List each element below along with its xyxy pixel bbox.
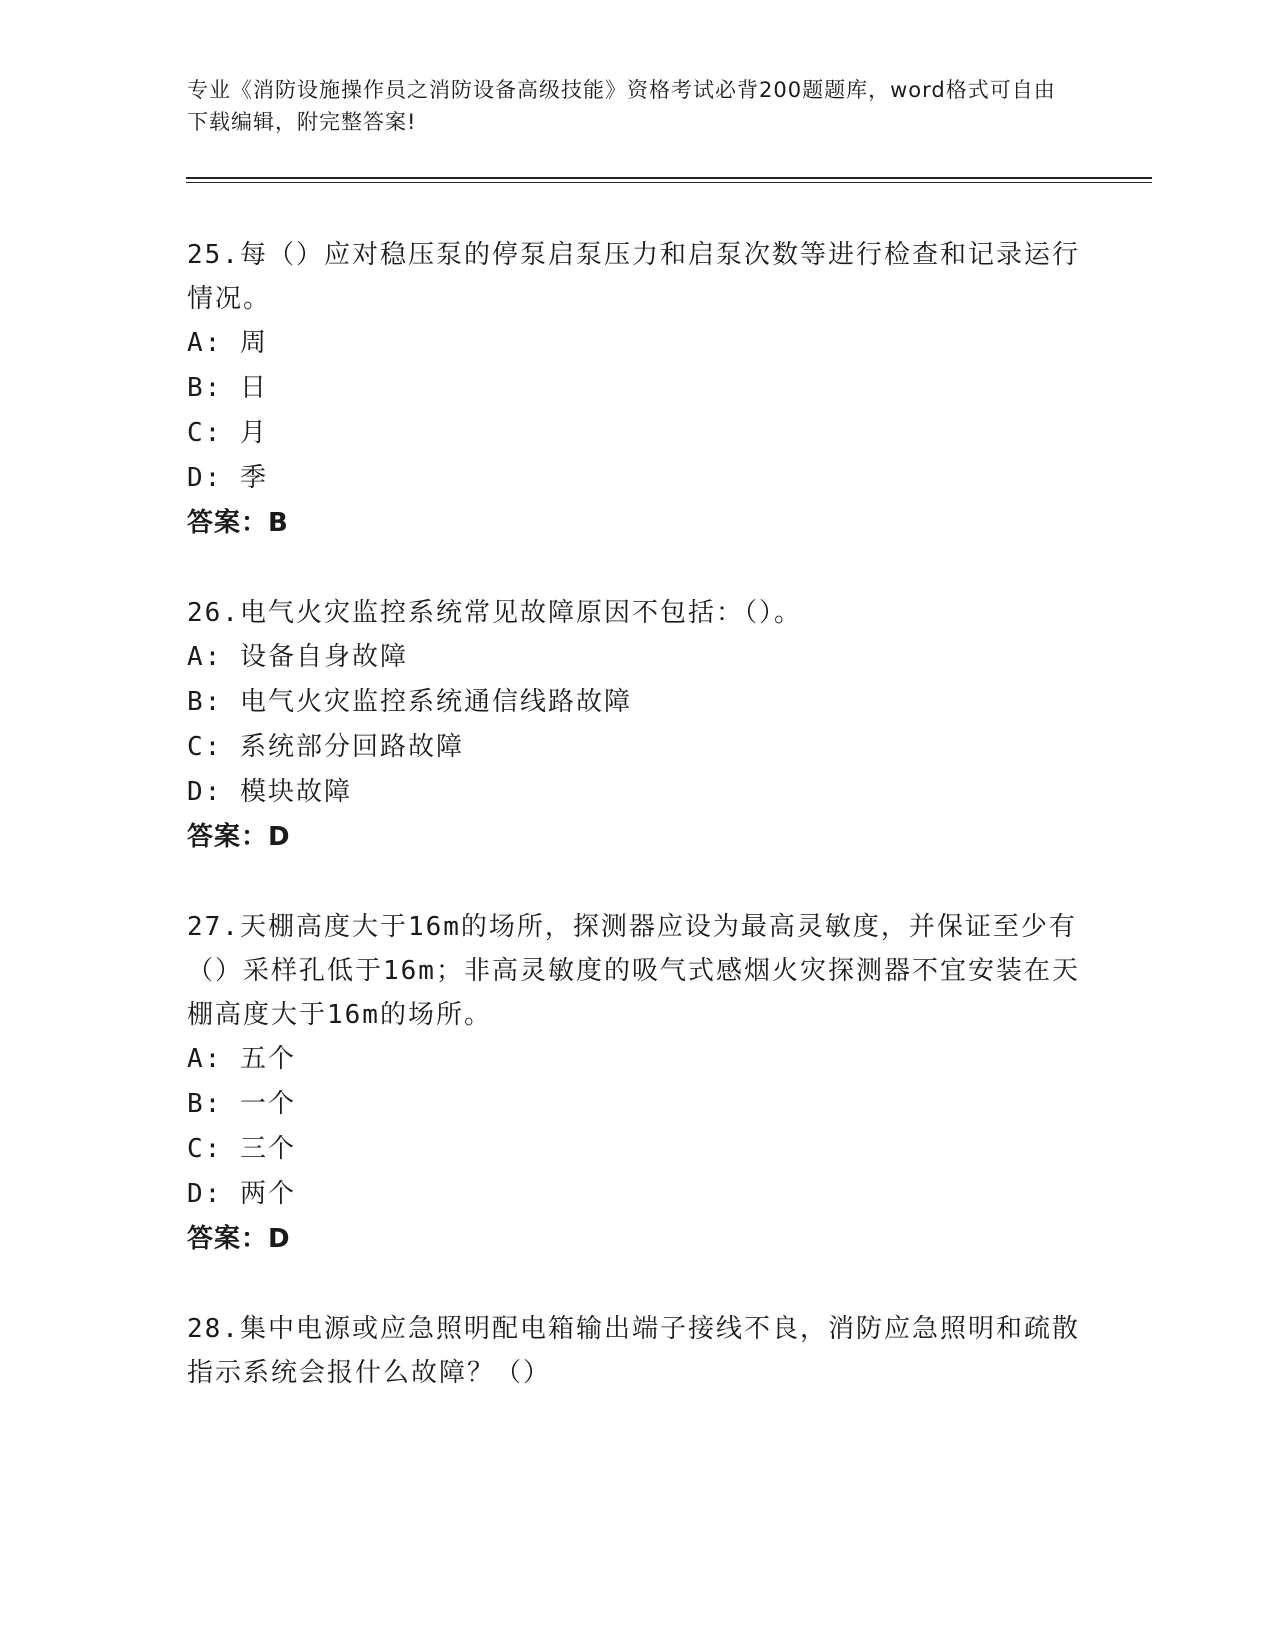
answer-label: 答案：D xyxy=(187,822,291,852)
header-divider-thick xyxy=(186,177,1152,179)
question-text: 26.电气火灾监控系统常见故障原因不包括：（）。 xyxy=(187,598,802,628)
option-a: A: 设备自身故障 xyxy=(187,642,408,672)
option-a: A: 五个 xyxy=(187,1044,296,1074)
option-b: B: 一个 xyxy=(187,1089,296,1119)
question-text: 28.集中电源或应急照明配电箱输出端子接线不良，消防应急照明和疏散指示系统会报什么故障？（） xyxy=(187,1314,1080,1388)
question-list xyxy=(187,233,1087,1395)
document-header: 专业《消防设施操作员之消防设备高级技能》资格考试必背200题题库，word格式可自由下载编辑，附完整答案! xyxy=(187,78,1056,134)
option-d: D: 季 xyxy=(187,463,268,493)
question-28 xyxy=(187,1307,1087,1395)
option-d: D: 模块故障 xyxy=(187,777,352,807)
option-b: B: 电气火灾监控系统通信线路故障 xyxy=(187,687,632,717)
answer-label: 答案：B xyxy=(187,508,289,538)
option-c: C: 三个 xyxy=(187,1134,296,1164)
answer-label: 答案：D xyxy=(187,1224,291,1254)
option-c: C: 月 xyxy=(187,418,268,448)
question-text: 25.每（）应对稳压泵的停泵启泵压力和启泵次数等进行检查和记录运行情况。 xyxy=(187,240,1080,314)
header-divider-thin xyxy=(186,182,1152,183)
question-text: 27.天棚高度大于16m的场所，探测器应设为最高灵敏度，并保证至少有（）采样孔低于16m；非高灵敏度的吸气式感烟火灾探测器不宜安装在天棚高度大于16m的场所。 xyxy=(187,912,1080,1030)
question-27 xyxy=(187,905,1087,1262)
option-c: C: 系统部分回路故障 xyxy=(187,732,464,762)
option-a: A: 周 xyxy=(187,328,268,358)
option-b: B: 日 xyxy=(187,373,268,403)
question-25 xyxy=(187,233,1087,546)
option-d: D: 两个 xyxy=(187,1179,296,1209)
question-26 xyxy=(187,591,1087,860)
